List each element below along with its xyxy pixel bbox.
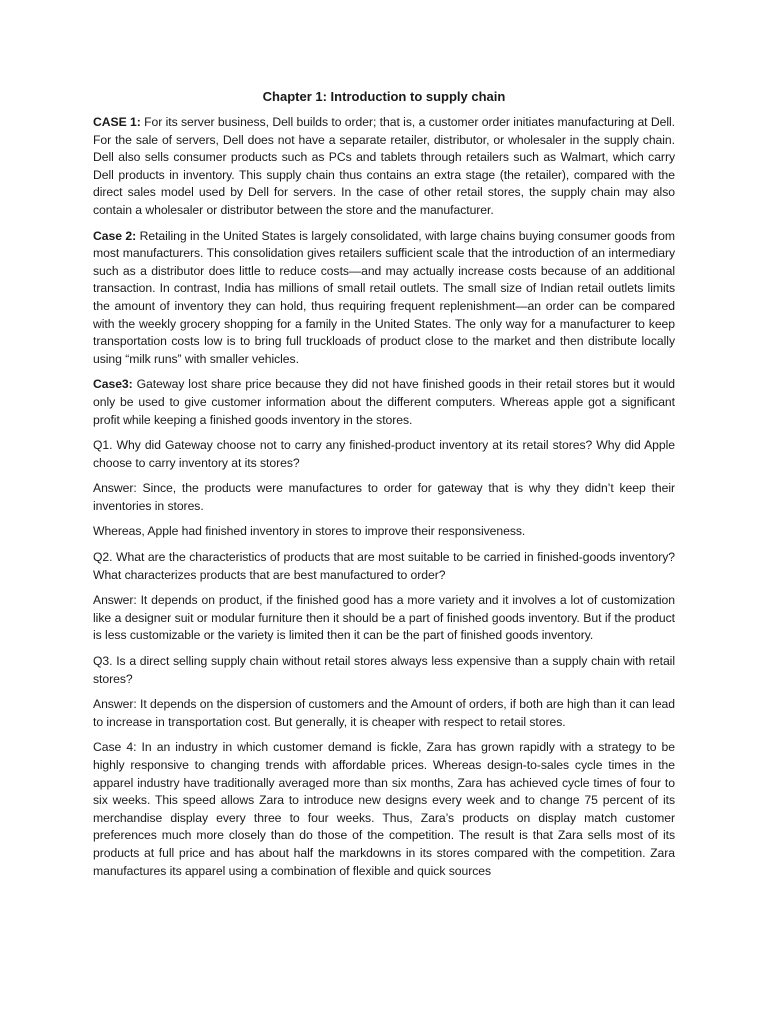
paragraph-answer-1-continued — [93, 523, 675, 541]
paragraph-label: Case3: — [93, 377, 133, 392]
paragraph-text: Whereas, Apple had finished inventory in stores to improve their responsiveness. — [93, 524, 526, 539]
paragraph-answer-3 — [93, 696, 675, 731]
page-title: Chapter 1: Introduction to supply chain — [262, 89, 506, 104]
paragraph-text: Answer: It depends on product, if the finished good has a more variety and it involves a lot of customization like a designer suit or modular furniture then it should be a part of finished goods inventory. But if the product is less customizable or the variety is limited then it can be the part of finished goods inventory. — [93, 593, 675, 643]
paragraph-case-3 — [93, 376, 675, 429]
paragraph-text: Answer: It depends on the dispersion of customers and the Amount of orders, if both are high than it can lead to increase in transportation cost. But generally, it is cheaper with respect to retail stores. — [93, 697, 675, 729]
paragraph-text: Retailing in the United States is largely consolidated, with large chains buying consumer goods from most manufacturers. This consolidation gives retailers sufficient scale that the introduction of an intermediary such as a distributor does little to reduce costs—and may actually increase costs because of an additional transaction. In contrast, India has millions of small retail outlets. The small size of Indian retail outlets limits the amount of inventory they can hold, thus requiring frequent replenishment—an order can be compared with the weekly grocery shopping for a family in the United States. The only way for a manufacturer to keep transportation costs low is to bring full truckloads of product close to the market and then distribute locally using “milk runs” with smaller vehicles. — [93, 228, 675, 366]
paragraph-label: CASE 1: — [93, 115, 141, 129]
paragraph-question-3 — [93, 653, 675, 688]
paragraph-answer-2 — [93, 592, 675, 645]
paragraph-text: Q1. Why did Gateway choose not to carry any finished-product inventory at its retail stores? Why did Apple choose to carry inventory at its stores? — [93, 438, 675, 470]
paragraph-text: Q3. Is a direct selling supply chain without retail stores always less expensive than a supply chain with retail stores? — [93, 654, 675, 686]
paragraph-case-4 — [93, 739, 675, 880]
paragraph-text: For its server business, Dell builds to order; that is, a customer order initiates manufacturing at Dell. For the sale of servers, Dell does not have a separate retailer, distributor, or wholesaler in the supply chain. Dell also sells consumer products such as PCs and tablets through retailers such as Walmart, which carry Dell products in inventory. This supply chain thus contains an extra stage (the retailer), compared with the direct sales model used by Dell for servers. In the case of other retail stores, the supply chain may also contain a wholesaler or distributor between the store and the manufacturer. — [93, 115, 676, 217]
paragraph-question-1 — [93, 437, 675, 472]
paragraph-label: Case 2: — [93, 228, 137, 243]
paragraph-text: Case 4: In an industry in which customer demand is fickle, Zara has grown rapidly with a strategy to be highly responsive to changing trends with affordable prices. Whereas design-to-sales cycle times in the apparel industry have traditionally averaged more than six months, Zara has achieved cycle times of four to six weeks. This speed allows Zara to introduce new designs every week and to change 75 percent of its merchandise display every three to four weeks. Thus, Zara’s products on display match customer preferences much more closely than do those of the competition. The result is that Zara sells most of its products at full price and has about half the markdowns in its stores compared with the competition. Zara manufactures its apparel using a combination of flexible and quick sources — [93, 740, 675, 878]
paragraph-question-2 — [93, 549, 675, 584]
paragraph-case-2 — [93, 228, 675, 369]
paragraph-text: Answer: Since, the products were manufactures to order for gateway that is why they didn’t keep their inventories in stores. — [93, 481, 675, 513]
paragraph-answer-1 — [93, 480, 675, 515]
paragraph-text: Gateway lost share price because they did not have finished goods in their retail stores but it would only be used to give customer information about the different computers. Whereas apple got a significant profit while keeping a finished goods inventory in the stores. — [93, 377, 675, 427]
paragraph-text: Q2. What are the characteristics of products that are most suitable to be carried in finished-goods inventory? What characterizes products that are best manufactured to order? — [93, 550, 675, 582]
paragraph-case-1 — [93, 114, 675, 220]
